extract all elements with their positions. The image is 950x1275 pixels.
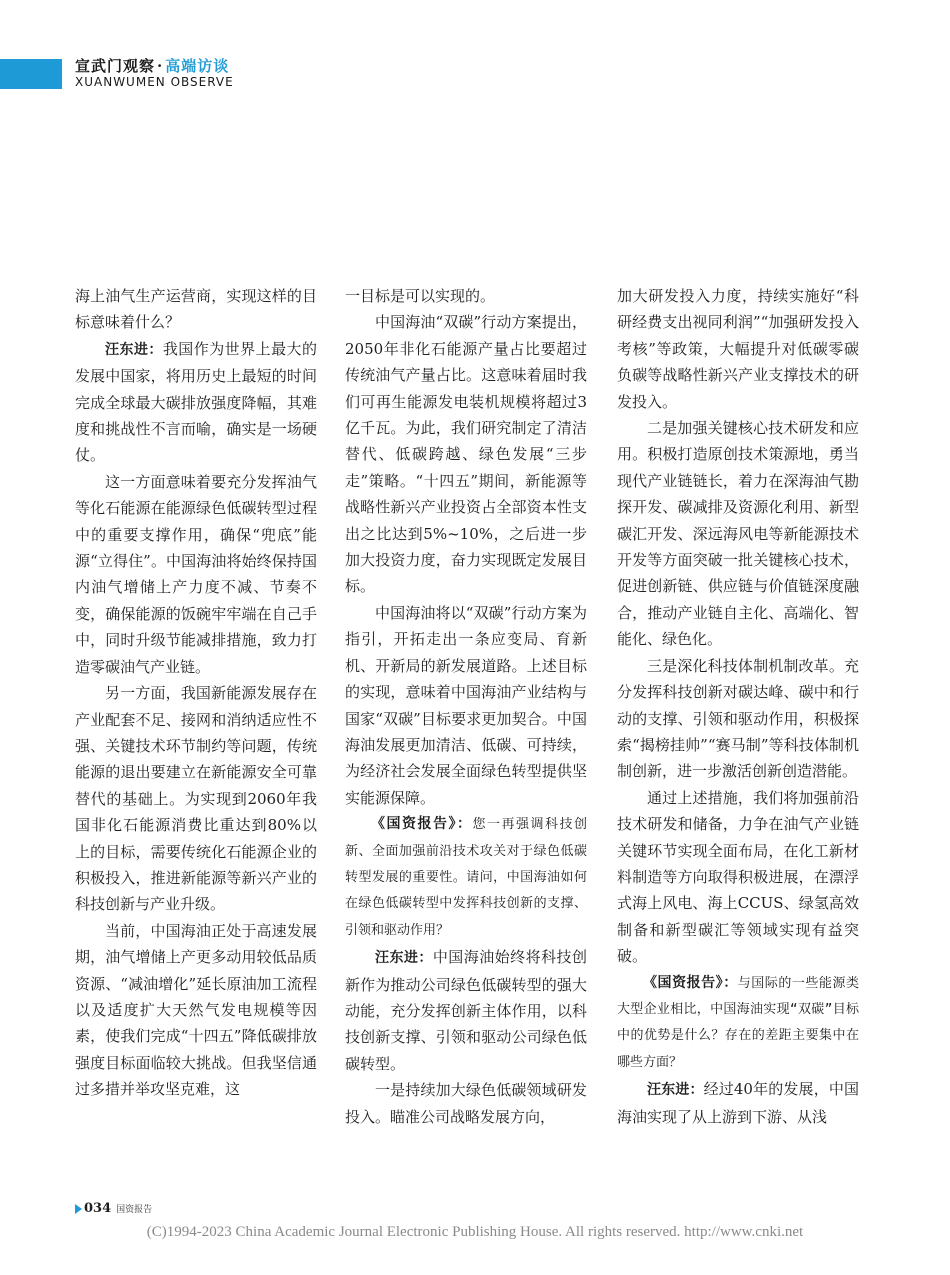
paragraph: 通过上述措施，我们将加强前沿技术研发和储备，力争在油气产业链关键环节实现全面布局，在化工新材料制造等方向取得积极进展，在漂浮式海上风电、海上CCUS、绿氢高效制备和新型碳汇等领域实现有益突破。 xyxy=(617,788,859,966)
paragraph: 中国海油“双碳”行动方案提出，2050年非化石能源产量占比要超过传统油气产量占比。这意味着届时我们可再生能源发电装机规模将超过3亿千瓦。为此，我们研究制定了清洁替代、低碳跨越、绿色发展“三步走”策略。“十四五”期间，新能源等战略性新兴产业投资占全部资本性支出之比达到5%~10%，之后进一步加大投资力度，奋力实现既定发展目标。 xyxy=(345,313,587,596)
page-footer xyxy=(75,1201,152,1216)
paragraph: 中国海油将以“双碳”行动方案为指引，开拓走出一条应变局、育新机、开新局的新发展道路。上述目标的实现，意味着中国海油产业结构与国家“双碳”目标要求更加契合。中国海油发展更加清洁、低碳、可持续，为经济社会发展全面绿色转型提供坚实能源保障。 xyxy=(345,603,587,807)
speaker-label: 汪东进： xyxy=(375,950,433,967)
section-subtitle: XUANWUMEN OBSERVE xyxy=(75,75,234,89)
text-column-3 xyxy=(617,283,859,1130)
paragraph: 这一方面意味着要充分发挥油气等化石能源在能源绿色低碳转型过程中的重要支撑作用，确保“兜底”能源“立得住”。中国海油将始终保持国内油气增储上产力度不减、节奏不变，确保能源的饭碗牢牢端在自己手中，同时升级节能减排措施，致力打造零碳油气产业链。 xyxy=(75,472,317,676)
header-color-bar xyxy=(0,59,62,89)
paragraph: 另一方面，我国新能源发展存在产业配套不足、接网和消纳适应性不强、关键技术环节制约等问题，传统能源的退出要建立在新能源安全可靠替代的基础上。为实现到2060年我国非化石能源消费比重达到80%以上的目标，需要传统化石能源企业的积极投入，推进新能源等新兴产业的科技创新与产业升级。 xyxy=(75,684,317,914)
paragraph: 一是持续加大绿色低碳领域研发投入。瞄准公司战略发展方向， xyxy=(345,1081,587,1126)
paragraph: 一目标是可以实现的。 xyxy=(345,287,496,305)
magazine-label: 《国资报告》： xyxy=(643,974,738,991)
magazine-label: 《国资报告》： xyxy=(371,816,473,833)
section-header xyxy=(75,55,229,76)
paragraph: 二是加强关键核心技术研发和应用。积极打造原创技术策源地，勇当现代产业链链长，着力在深海油气勘探开发、碳减排及资源化利用、新型碳汇开发、深远海风电等新能源技术开发等方面突破一批关键核心技术，促进创新链、供应链与价值链深度融合，推动产业链自主化、高端化、智能化、绿色化。 xyxy=(617,419,859,649)
answer-paragraph xyxy=(75,336,317,469)
copyright-watermark: (C)1994-2023 China Academic Journal Electronic Publishing House. All rights reserved. http://www.cnki.net xyxy=(146,1224,804,1240)
answer-text: 经过40年的发展，中国海油实现了从上游到下游、从浅 xyxy=(617,1080,860,1126)
magazine-name: 国资报告 xyxy=(116,1205,153,1215)
question-text: 您一再强调科技创新、全面加强前沿技术攻关对于绿色低碳转型发展的重要性。请问，中国海油如何在绿色低碳转型中发挥科技创新的支撑、引领和驱动作用？ xyxy=(345,817,587,938)
header-separator: · xyxy=(157,57,164,75)
question-paragraph xyxy=(617,970,859,1077)
paragraph: 当前，中国海油正处于高速发展期，油气增储上产更多动用较低品质资源、“减油增化”延长原油加工流程以及适度扩大天然气发电规模等因素，使我们完成“十四五”降低碳排放强度目标面临较大挑战。但我坚信通过多措并举攻坚克难，这 xyxy=(75,921,317,1099)
triangle-marker-icon xyxy=(75,1204,82,1214)
subsection-name: 高端访谈 xyxy=(165,57,230,75)
question-text: 与国际的一些能源类大型企业相比，中国海油实现“双碳”目标中的优势是什么？存在的差距主要集中在哪些方面？ xyxy=(617,975,859,1070)
answer-paragraph xyxy=(617,1076,859,1130)
answer-text: 中国海油始终将科技创新作为推动公司绿色低碳转型的强大动能，充分发挥创新主体作用，以科技创新支撑、引领和驱动公司绿色低碳转型。 xyxy=(345,948,587,1073)
text-column-2 xyxy=(345,283,587,1130)
page-number: 034 xyxy=(84,1201,112,1216)
paragraph: 海上油气生产运营商，实现这样的目标意味着什么？ xyxy=(75,287,317,332)
section-name: 宣武门观察 xyxy=(75,57,156,75)
speaker-label: 汪东进： xyxy=(105,341,163,358)
answer-paragraph xyxy=(345,944,587,1077)
text-column-1 xyxy=(75,283,317,1103)
answer-text: 我国作为世界上最大的发展中国家，将用历史上最短的时间完成全球最大碳排放强度降幅，其难度和挑战性不言而喻，确实是一场硬仗。 xyxy=(75,339,317,465)
speaker-label: 汪东进： xyxy=(647,1082,704,1099)
question-paragraph xyxy=(345,811,587,944)
paragraph: 加大研发投入力度，持续实施好“科研经费支出视同利润”“加强研发投入考核”等政策，大幅提升对低碳零碳负碳等战略性新兴产业支撑技术的研发投入。 xyxy=(617,287,859,411)
paragraph: 三是深化科技体制机制改革。充分发挥科技创新对碳达峰、碳中和行动的支撑、引领和驱动作用，积极探索“揭榜挂帅”“赛马制”等科技体制机制创新，进一步激活创新创造潜能。 xyxy=(617,656,859,781)
